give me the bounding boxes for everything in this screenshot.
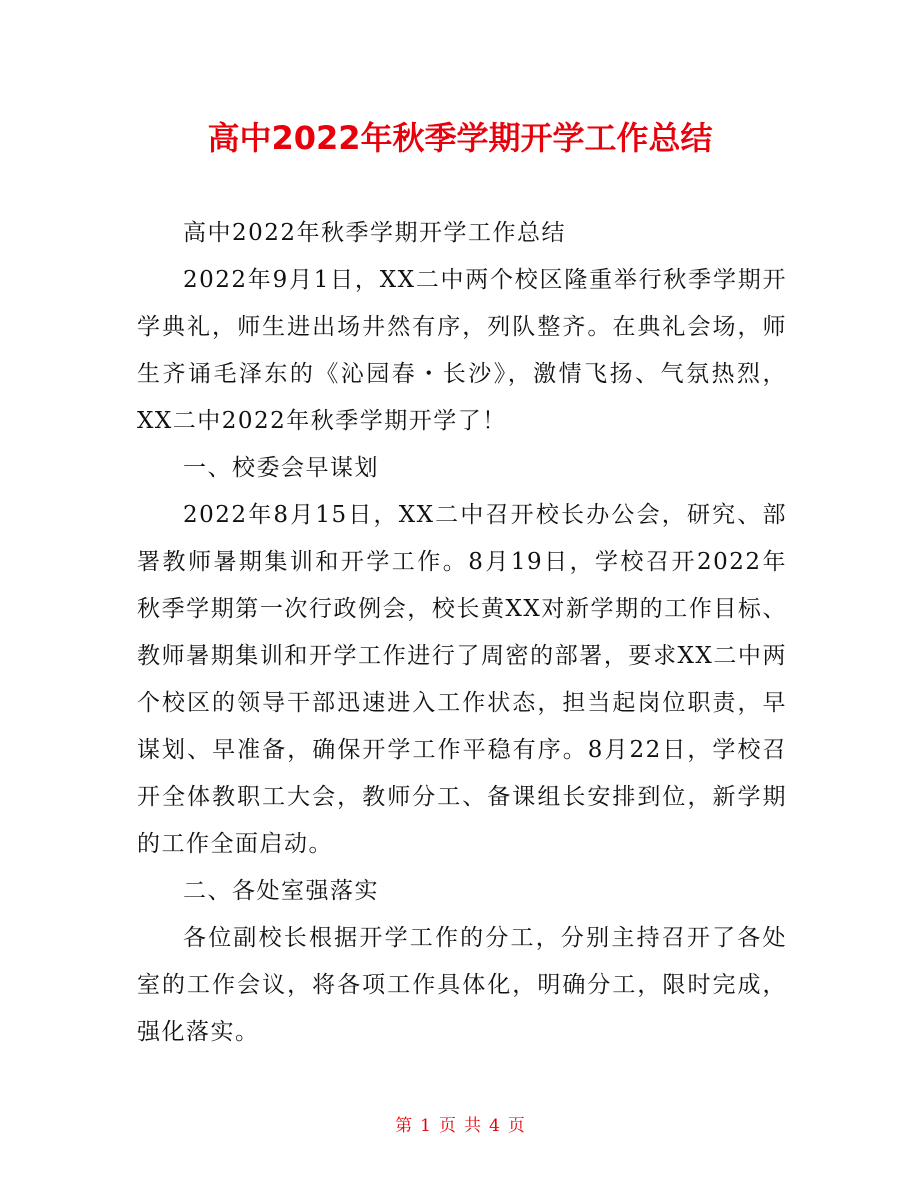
- paragraph-opening: 2022年9月1日，XX二中两个校区隆重举行秋季学期开学典礼，师生进出场井然有序，列队整齐。在典礼会场，师生齐诵毛泽东的《沁园春・长沙》，激情飞扬、气氛热烈，XX二中2022年秋季学期开学了！: [137, 267, 787, 434]
- page-footer: [0, 1112, 920, 1140]
- paragraph-subtitle: 高中2022年秋季学期开学工作总结: [183, 220, 567, 246]
- footer-current-page: 1: [420, 1116, 431, 1136]
- paragraph-section-2: 各位副校长根据开学工作的分工，分别主持召开了各处室的工作会议，将各项工作具体化，明确分工，限时完成，强化落实。: [137, 925, 787, 1045]
- footer-page-label: 页: [439, 1116, 456, 1136]
- document-title: 高中2022年秋季学期开学工作总结: [207, 119, 713, 157]
- footer-total-pages: 4: [489, 1116, 500, 1136]
- section-heading-1: 一、校委会早谋划: [183, 455, 379, 481]
- footer-page-end-label: 页: [507, 1116, 525, 1136]
- document-body: [137, 210, 787, 1056]
- paragraph-section-1: 2022年8月15日，XX二中召开校长办公会，研究、部署教师暑期集训和开学工作。8月19日，学校召开2022年秋季学期第一次行政例会，校长黄XX对新学期的工作目标、教师暑期集训和开学工作进行了周密的部署，要求XX二中两个校区的领导干部迅速进入工作状态，担当起岗位职责，早谋划、早准备，确保开学工作平稳有序。8月22日，学校召开全体教职工大会，教师分工、备课组长安排到位，新学期的工作全面启动。: [137, 502, 787, 857]
- footer-total-label: 共: [464, 1116, 481, 1136]
- section-heading-2: 二、各处室强落实: [183, 878, 379, 904]
- footer-prefix: 第: [395, 1116, 413, 1136]
